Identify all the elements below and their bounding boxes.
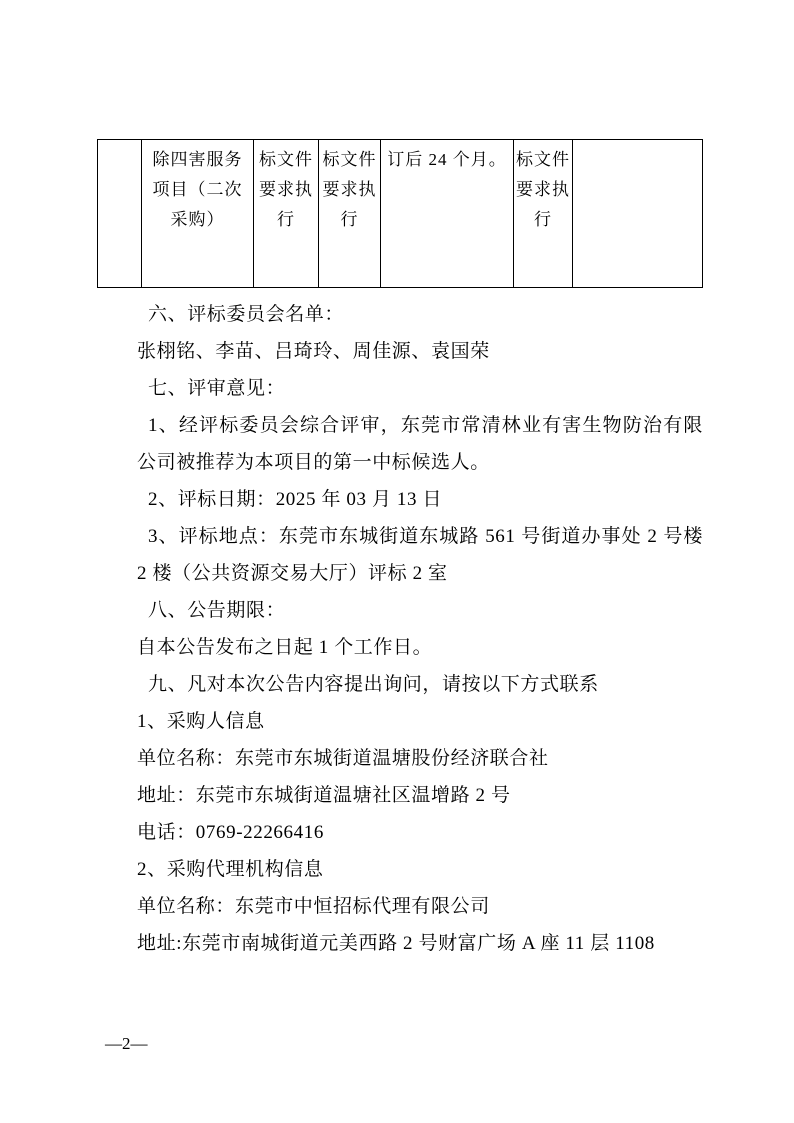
section-9-agency-address: 地址:东莞市南城街道元美西路 2 号财富广场 A 座 11 层 1108	[137, 933, 655, 954]
section-9-purchaser-heading: 1、采购人信息	[137, 711, 265, 732]
cell-text: 标文件要求执行	[259, 150, 313, 229]
section-7-item-2: 2、评标日期：2025 年 03 月 13 日	[148, 489, 443, 510]
page-number: —2—	[105, 1034, 148, 1053]
section-7-item-3: 3、评标地点：东莞市东城街道东城路 561 号街道办事处 2 号楼 2 楼（公共资源交易大厅）评标 2 室	[137, 526, 709, 584]
spec-table-container	[97, 139, 702, 288]
section-9-agency-name: 单位名称：东莞市中恒招标代理有限公司	[137, 896, 490, 917]
cell-text: 标文件要求执行	[516, 150, 570, 229]
section-9-purchaser-address: 地址：东莞市东城街道温塘社区温增路 2 号	[137, 785, 511, 806]
section-7-heading: 七、评审意见：	[148, 378, 286, 399]
section-9-purchaser-phone: 电话：0769-22266416	[137, 822, 324, 843]
section-9-heading: 九、凡对本次公告内容提出询问，请按以下方式联系	[148, 674, 599, 695]
cell-text: 标文件要求执行	[322, 150, 377, 229]
spec-table	[97, 139, 703, 288]
section-8-body: 自本公告发布之日起 1 个工作日。	[137, 637, 433, 658]
table-cell-index	[98, 140, 142, 288]
cell-text: 除四害服务项目（二次采购）	[152, 150, 243, 229]
table-cell-remark	[573, 140, 703, 288]
table-cell-project-name	[142, 140, 254, 288]
section-7-item-1: 1、经评标委员会综合评审，东莞市常清林业有害生物防治有限公司被推荐为本项目的第一中标候选人。	[137, 415, 703, 473]
table-cell-duration	[381, 140, 514, 288]
table-row	[98, 140, 703, 288]
document-body	[137, 296, 709, 962]
section-8-heading: 八、公告期限：	[148, 600, 286, 621]
table-cell-spec-a	[254, 140, 319, 288]
cell-text: 订后 24 个月。	[387, 150, 507, 169]
table-cell-spec-c	[514, 140, 573, 288]
spec-table-body	[98, 140, 703, 288]
section-6-heading: 六、评标委员会名单：	[148, 304, 345, 325]
page-footer	[97, 1034, 702, 1054]
table-cell-spec-b	[319, 140, 381, 288]
section-9-agency-heading: 2、采购代理机构信息	[137, 859, 324, 880]
section-9-purchaser-name: 单位名称：东莞市东城街道温塘股份经济联合社	[137, 748, 549, 769]
section-6-members: 张栩铭、李苗、吕琦玲、周佳源、袁国荣	[137, 341, 490, 362]
